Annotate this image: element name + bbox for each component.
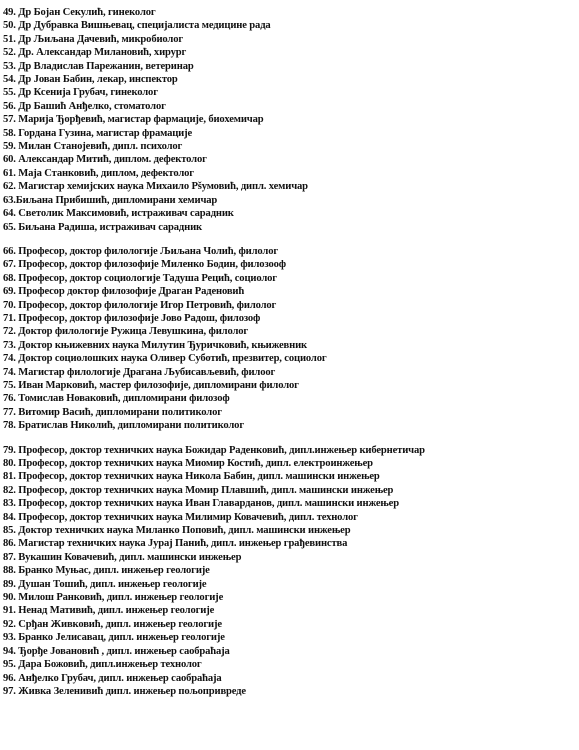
list-group-humanities — [3, 245, 579, 433]
list-item: 55. Др Ксенија Грубач, гинеколог — [3, 87, 158, 99]
list-item: 82. Професор, доктор техничких наука Момир Плавшић, дипл. машински инжењер — [3, 484, 394, 496]
list-item: 73. Доктор књижевних наука Милутин Ђуричковић, књижевник — [3, 339, 307, 351]
list-item: 49. Др Бојан Секулић, гинеколог — [3, 7, 156, 18]
list-item: 71. Професор, доктор филозофије Јово Радош, филозоф — [3, 312, 261, 324]
list-item: 64. Светолик Максимовић, истраживач сарадник — [3, 208, 234, 220]
list-item: 75. Иван Марковић, мастер филозофије, дипломирани филолог — [3, 379, 299, 391]
list-item: 86. Магистар техничких наука Јурај Панић, дипл. инжењер грађевинства — [3, 538, 348, 550]
list-item: 60. Александар Митић, диплом. дефектолог — [3, 154, 207, 166]
list-item: 94. Ђорђе Јовановић , дипл. инжењер саобраћаја — [3, 645, 230, 657]
list-item: 50. Др Дубравка Вишњевац, специјалиста медицине рада — [3, 20, 271, 32]
list-item: 84. Професор, доктор техничких наука Милимир Ковачевић, дипл. технолог — [3, 511, 358, 523]
list-item: 52. Др. Александар Милановић, хирург — [3, 47, 187, 59]
list-item: 96. Анђелко Грубач, дипл. инжењер саобраћаја — [3, 672, 222, 684]
list-item: 78. Братислав Николић, дипломирани политиколог — [3, 420, 244, 432]
list-item: 97. Живка Зеленивић дипл. инжењер пољопривреде — [3, 685, 246, 697]
list-item: 91. Ненад Мативић, дипл. инжењер геологије — [3, 605, 215, 617]
list-item: 53. Др Владислав Парежанин, ветеринар — [3, 60, 194, 72]
list-item: 89. Душан Тошић, дипл. инжењер геологије — [3, 578, 207, 590]
list-item: 68. Професор, доктор социологије Тадуша Рецић, социолог — [3, 272, 277, 284]
list-item: 74. Магистар филологије Драгана Љубисављевић, филоог — [3, 366, 276, 378]
list-item: 51. Др Љиљана Дачевић, микробиолог — [3, 33, 184, 45]
list-item: 56. Др Башић Анђелко, стоматолог — [3, 100, 166, 112]
list-item: 72. Доктор филологије Ружица Левушкина, филолог — [3, 326, 249, 338]
list-item: 90. Милош Ранковић, дипл. инжењер геологије — [3, 592, 224, 604]
list-item: 62. Магистар хемијских наука Михаило Рšумовић, дипл. хемичар — [3, 181, 308, 193]
list-item: 69. Професор доктор филозофије Драган Раденовић — [3, 286, 245, 298]
list-item: 59. Милан Станојевић, дипл. психолог — [3, 141, 183, 153]
list-item: 87. Вукашин Ковачевић, дипл. машински инжењер — [3, 551, 242, 563]
list-item: 61. Маја Станковић, диплом, дефектолог — [3, 167, 194, 179]
list-item: 58. Гордана Гузина, магистар фрамације — [3, 127, 193, 139]
list-item: 83. Професор, доктор техничких наука Иван Главарданов, дипл. машински инжењер — [3, 498, 399, 510]
list-group-medical — [3, 6, 579, 234]
list-item: 93. Бранко Јелисавац, дипл. инжењер геологије — [3, 632, 225, 644]
list-item: 79. Професор, доктор техничких наука Божидар Раденковић, дипл.инжењер кибернетичар — [3, 444, 425, 456]
list-item: 63.Биљана Прибишић, дипломирани хемичар — [3, 194, 218, 206]
list-group-technical — [3, 444, 579, 699]
list-item: 57. Марија Ђорђевић, магистар фармације, биохемичар — [3, 114, 264, 126]
list-item: 81. Професор, доктор техничких наука Никола Бабин, дипл. машински инжењер — [3, 471, 380, 483]
list-item: 80. Професор, доктор техничких наука Миомир Костић, дипл. електроинжењер — [3, 458, 373, 469]
list-item: 95. Дара Божовић, дипл.инжењер технолог — [3, 659, 202, 671]
list-item: 88. Бранко Муњас, дипл. инжењер геологије — [3, 565, 210, 577]
list-item: 74. Доктор социолошких наука Оливер Суботић, презвитер, социолог — [3, 353, 327, 365]
list-item: 65. Биљана Радиша, истраживач сарадник — [3, 221, 202, 233]
list-item: 67. Професор, доктор филозофије Миленко Бодин, филозооф — [3, 259, 286, 271]
list-item: 70. Професор, доктор филологије Игор Петровић, филолог — [3, 299, 277, 311]
list-item: 85. Доктор техничких наука Миланко Поповић, дипл. машински инжењер — [3, 525, 351, 537]
list-item: 54. Др Јован Бабин, лекар, инспектор — [3, 74, 178, 86]
list-item: 92. Срђан Живковић, дипл. инжењер геологије — [3, 618, 222, 630]
list-item: 66. Професор, доктор филологије Љиљана Чолић, филолог — [3, 245, 279, 257]
list-item: 76. Томислав Новаковић, дипломирани филозоф — [3, 393, 230, 405]
list-item: 77. Витомир Васић, дипломирани политиколог — [3, 406, 222, 418]
